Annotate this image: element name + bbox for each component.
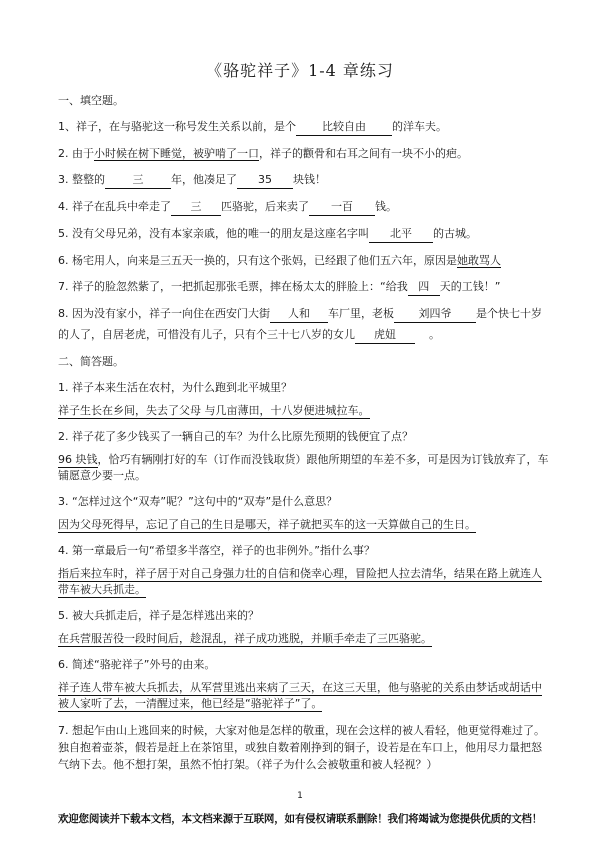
- short-question-7: 7. 想起乍由山上逃回来的时候，大家对他是怎样的敬重，现在会这样的被人看轻，他更觉得难过了。独自抱着壶茶，假若是赶上在茶馆里，或独自数着刚挣到的铜子，设若是在车口上，他用尽力量把怒气纳下去。他不想打架，虽然不怕打架。（祥子为什么会被敬重和被人轻视？）: [58, 724, 545, 771]
- short-question-4: 4. 第一章最后一句“希望多半落空，祥子的也非例外。”指什么事？: [58, 544, 375, 557]
- short-question-3: 3. “怎样过这个“双寿”呢？”这句中的“双寿”是什么意思？: [58, 495, 338, 508]
- page-number: 1: [297, 791, 303, 801]
- footer-banner: 欢迎您阅读并下载本文档，本文档来源于互联网，如有侵权请联系删除！我们将竭诚为您提供优质的文档！: [57, 813, 543, 825]
- answer-blank: 三: [171, 199, 221, 216]
- answer-blank: 刘四爷: [394, 306, 476, 323]
- section-short-heading: 二、简答题。: [58, 355, 124, 368]
- answer-blank: 比较自由: [296, 119, 392, 136]
- short-answer-5: 在兵营服苦役一段时间后，趁混乱，祥子成功逃脱，并顺手牵走了三匹骆驼。: [58, 632, 432, 645]
- fill-question-4: 4. 祥子在乱兵中牵走了 三 匹骆驼，后来卖了 一百 钱。: [58, 199, 552, 216]
- answer-blank: 三: [105, 172, 171, 189]
- short-answer-1: 祥子生长在乡间，失去了父母 与几亩薄田，十八岁便进城拉车。: [58, 404, 370, 417]
- answer-underline: 她敢骂人: [457, 254, 501, 267]
- document-body: [58, 93, 552, 780]
- section-fill-heading: 一、填空题。: [58, 94, 124, 107]
- short-question-6: 6. 简述“骆驼祥子”外号的由来。: [58, 658, 216, 671]
- short-question-1: 1. 祥子本来生活在农村，为什么跑到北平城里？: [58, 381, 292, 394]
- fill-question-6: 6. 杨宅用人，向来是三五天一换的，只有这个张妈，已经跟了他们五六年，原因是她敢骂人: [58, 254, 501, 267]
- short-answer-2: 96 块钱，恰巧有辆刚打好的车（订作而没钱取货）跟他所期望的车差不多，可是因为订钱放弃了，车铺愿意少要一点。: [58, 453, 549, 482]
- short-question-5: 5. 被大兵抓走后，祥子是怎样逃出来的？: [58, 609, 259, 622]
- fill-question-1: 1、祥子，在与骆驼这一称号发生关系以前，是个 比较自由 的洋车夫。: [58, 119, 552, 136]
- answer-blank: 四: [408, 279, 440, 296]
- fill-question-8: 8. 因为没有家小，祥子一向住在西安门大街 人和 车厂里，老板 刘四爷 是个快七十岁: [58, 306, 552, 323]
- short-answer-3: 因为父母死得早，忘记了自己的生日是哪天，祥子就把买车的这一天算做自己的生日。: [58, 518, 476, 531]
- fill-question-2: 2. 由于小时候在树下睡觉，被驴啃了一口，祥子的颧骨和右耳之间有一块不小的疤。: [58, 147, 468, 160]
- short-answer-6: 祥子连人带车被大兵抓去，从军营里逃出来病了三天，在这三天里，他与骆驼的关系由梦话或胡话中被人家听了去，一清醒过来，他已经是“骆驼祥子”了。: [58, 681, 542, 710]
- fill-question-8-cont: 的人了，自居老虎，可惜没有儿子，只有个三十七八岁的女儿 虎妞 。: [58, 327, 552, 344]
- short-question-2: 2. 祥子花了多少钱买了一辆自己的车？为什么比原先预期的钱便宜了点？: [58, 430, 413, 443]
- answer-blank: 北平: [369, 226, 433, 243]
- fill-question-7: 7. 祥子的脸忽然紫了，一把抓起那张毛票，摔在杨太太的胖脸上：“给我 四 天的工钱！”: [58, 279, 552, 296]
- short-answer-4: 指后来拉车时，祥子居于对自己身强力壮的自信和侥幸心理，冒险把人拉去清华，结果在路上就连人带车被大兵抓走。: [58, 567, 542, 596]
- answer-blank: 虎妞: [355, 327, 415, 344]
- fill-question-3: 3. 整整的 三 年，他凑足了 35 块钱！: [58, 172, 552, 189]
- answer-underline: 小时候在树下睡觉，被驴啃了一口: [94, 147, 259, 160]
- fill-question-5: 5. 没有父母兄弟，没有本家亲戚，他的唯一的朋友是这座名字叫 北平 的古城。: [58, 226, 552, 243]
- answer-blank: 人和: [270, 306, 328, 323]
- page-title: 《骆驼祥子》1-4 章练习: [206, 61, 394, 80]
- answer-blank: 一百: [309, 199, 375, 216]
- answer-blank: 35: [237, 172, 293, 189]
